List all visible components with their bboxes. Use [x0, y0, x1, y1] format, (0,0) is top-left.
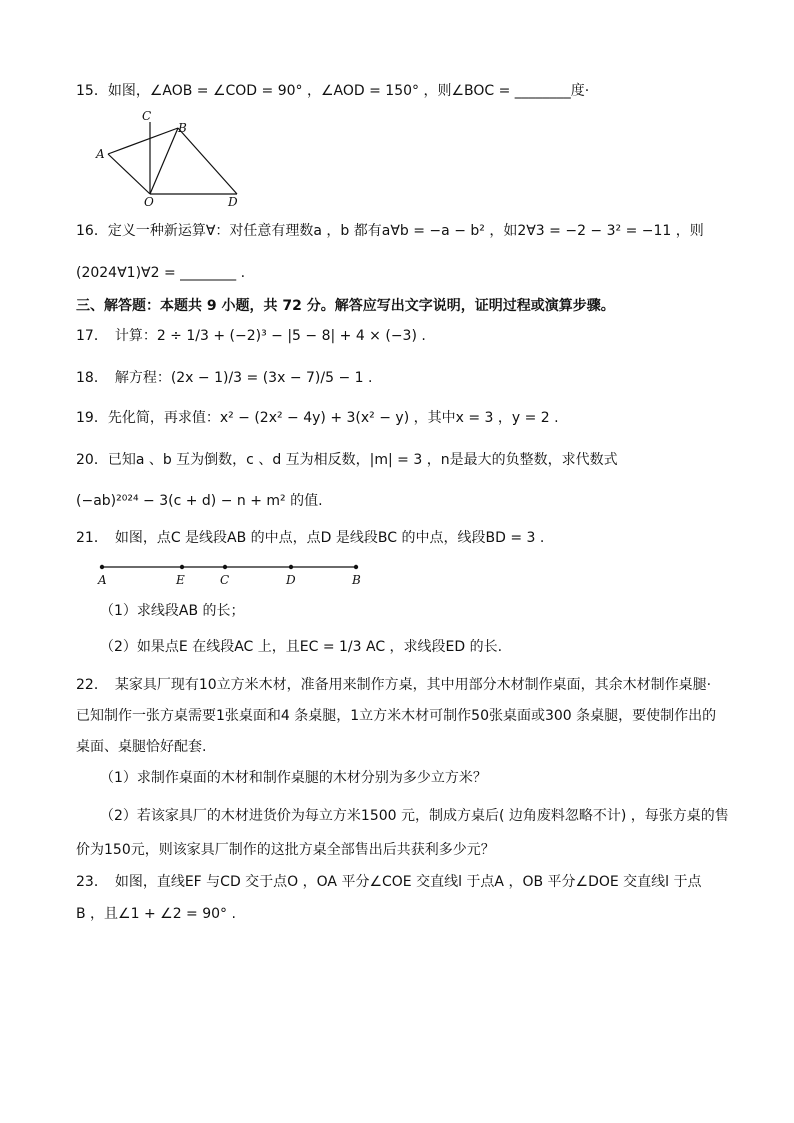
q21-point-e	[180, 565, 184, 569]
q15-label-d: D	[228, 195, 238, 208]
q21-label-d: D	[286, 573, 296, 587]
q21-label-e: E	[176, 573, 185, 587]
q21-label-a: A	[98, 573, 107, 587]
q16-line1: 16．定义一种新运算∀：对任意有理数a ，b 都有a∀b = −a − b² ，如2∀3 = −2 − 3² = −11 ，则	[76, 223, 704, 239]
q21-sub2: （2）如果点E 在线段AC 上，且EC = 1/3 AC ，求线段ED 的长.	[100, 639, 503, 655]
q23-line2: B ，且∠1 + ∠2 = 90° .	[76, 906, 236, 922]
q21-point-c	[223, 565, 227, 569]
q21-sub1: （1）求线段AB 的长；	[100, 603, 245, 619]
q21-point-d	[289, 565, 293, 569]
q18-text: 18． 解方程：(2x − 1)/3 = (3x − 7)/5 − 1 .	[76, 370, 373, 386]
q22-line1: 22． 某家具厂现有10立方米木材，准备用来制作方桌，其中用部分木材制作桌面，其余木材制作桌腿·	[76, 677, 712, 693]
q21-point-a	[100, 565, 104, 569]
q22-line3: 桌面、桌腿恰好配套.	[76, 739, 207, 755]
q20-line2: (−ab)²⁰²⁴ − 3(c + d) − n + m² 的值.	[76, 493, 323, 509]
q16-line2: (2024∀1)∀2 = ________ .	[76, 265, 246, 281]
q21-label-c: C	[220, 573, 230, 587]
q21-point-b	[354, 565, 358, 569]
q15-angle-figure	[92, 108, 272, 208]
section3-heading: 三、解答题：本题共 9 小题，共 72 分。解答应写出文字说明，证明过程或演算步骤。	[76, 298, 615, 314]
q21-label-b: B	[352, 573, 361, 587]
q15-label-b: B	[178, 121, 187, 135]
q22-line2: 已知制作一张方桌需要1张桌面和4 条桌腿，1立方米木材可制作50张桌面或300 条桌腿，要使制作出的	[76, 708, 717, 724]
q22-sub1: （1）求制作桌面的木材和制作桌腿的木材分别为多少立方米？	[100, 770, 487, 786]
q23-line1: 23． 如图，直线EF 与CD 交于点O ，OA 平分∠COE 交直线l 于点A ，OB 平分∠DOE 交直线l 于点	[76, 874, 702, 890]
q17-text: 17． 计算：2 ÷ 1/3 + (−2)³ − |5 − 8| + 4 × (−3) .	[76, 328, 426, 344]
q21-text: 21． 如图，点C 是线段AB 的中点，点D 是线段BC 的中点，线段BD = 3 .	[76, 530, 545, 546]
q15-text: 15．如图，∠AOB = ∠COD = 90° ，∠AOD = 150° ，则∠BOC = ________度·	[76, 83, 590, 99]
q19-text: 19．先化简，再求值：x² − (2x² − 4y) + 3(x² − y) ，其中x = 3 ，y = 2 .	[76, 410, 559, 426]
q20-line1: 20．已知a 、b 互为倒数，c 、d 互为相反数，|m| = 3 ，n是最大的负整数，求代数式	[76, 452, 618, 468]
q22-sub2-line2: 价为150元，则该家具厂制作的这批方桌全部售出后共获利多少元？	[76, 842, 495, 858]
q22-sub2-line1: （2）若该家具厂的木材进货价为每立方米1500 元，制成方桌后( 边角废料忽略不计) ，每张方桌的售	[100, 808, 729, 824]
q15-label-a: A	[96, 147, 105, 161]
q15-label-c: C	[142, 109, 152, 123]
q15-label-o: O	[144, 195, 154, 208]
q21-segment-figure	[90, 558, 380, 588]
